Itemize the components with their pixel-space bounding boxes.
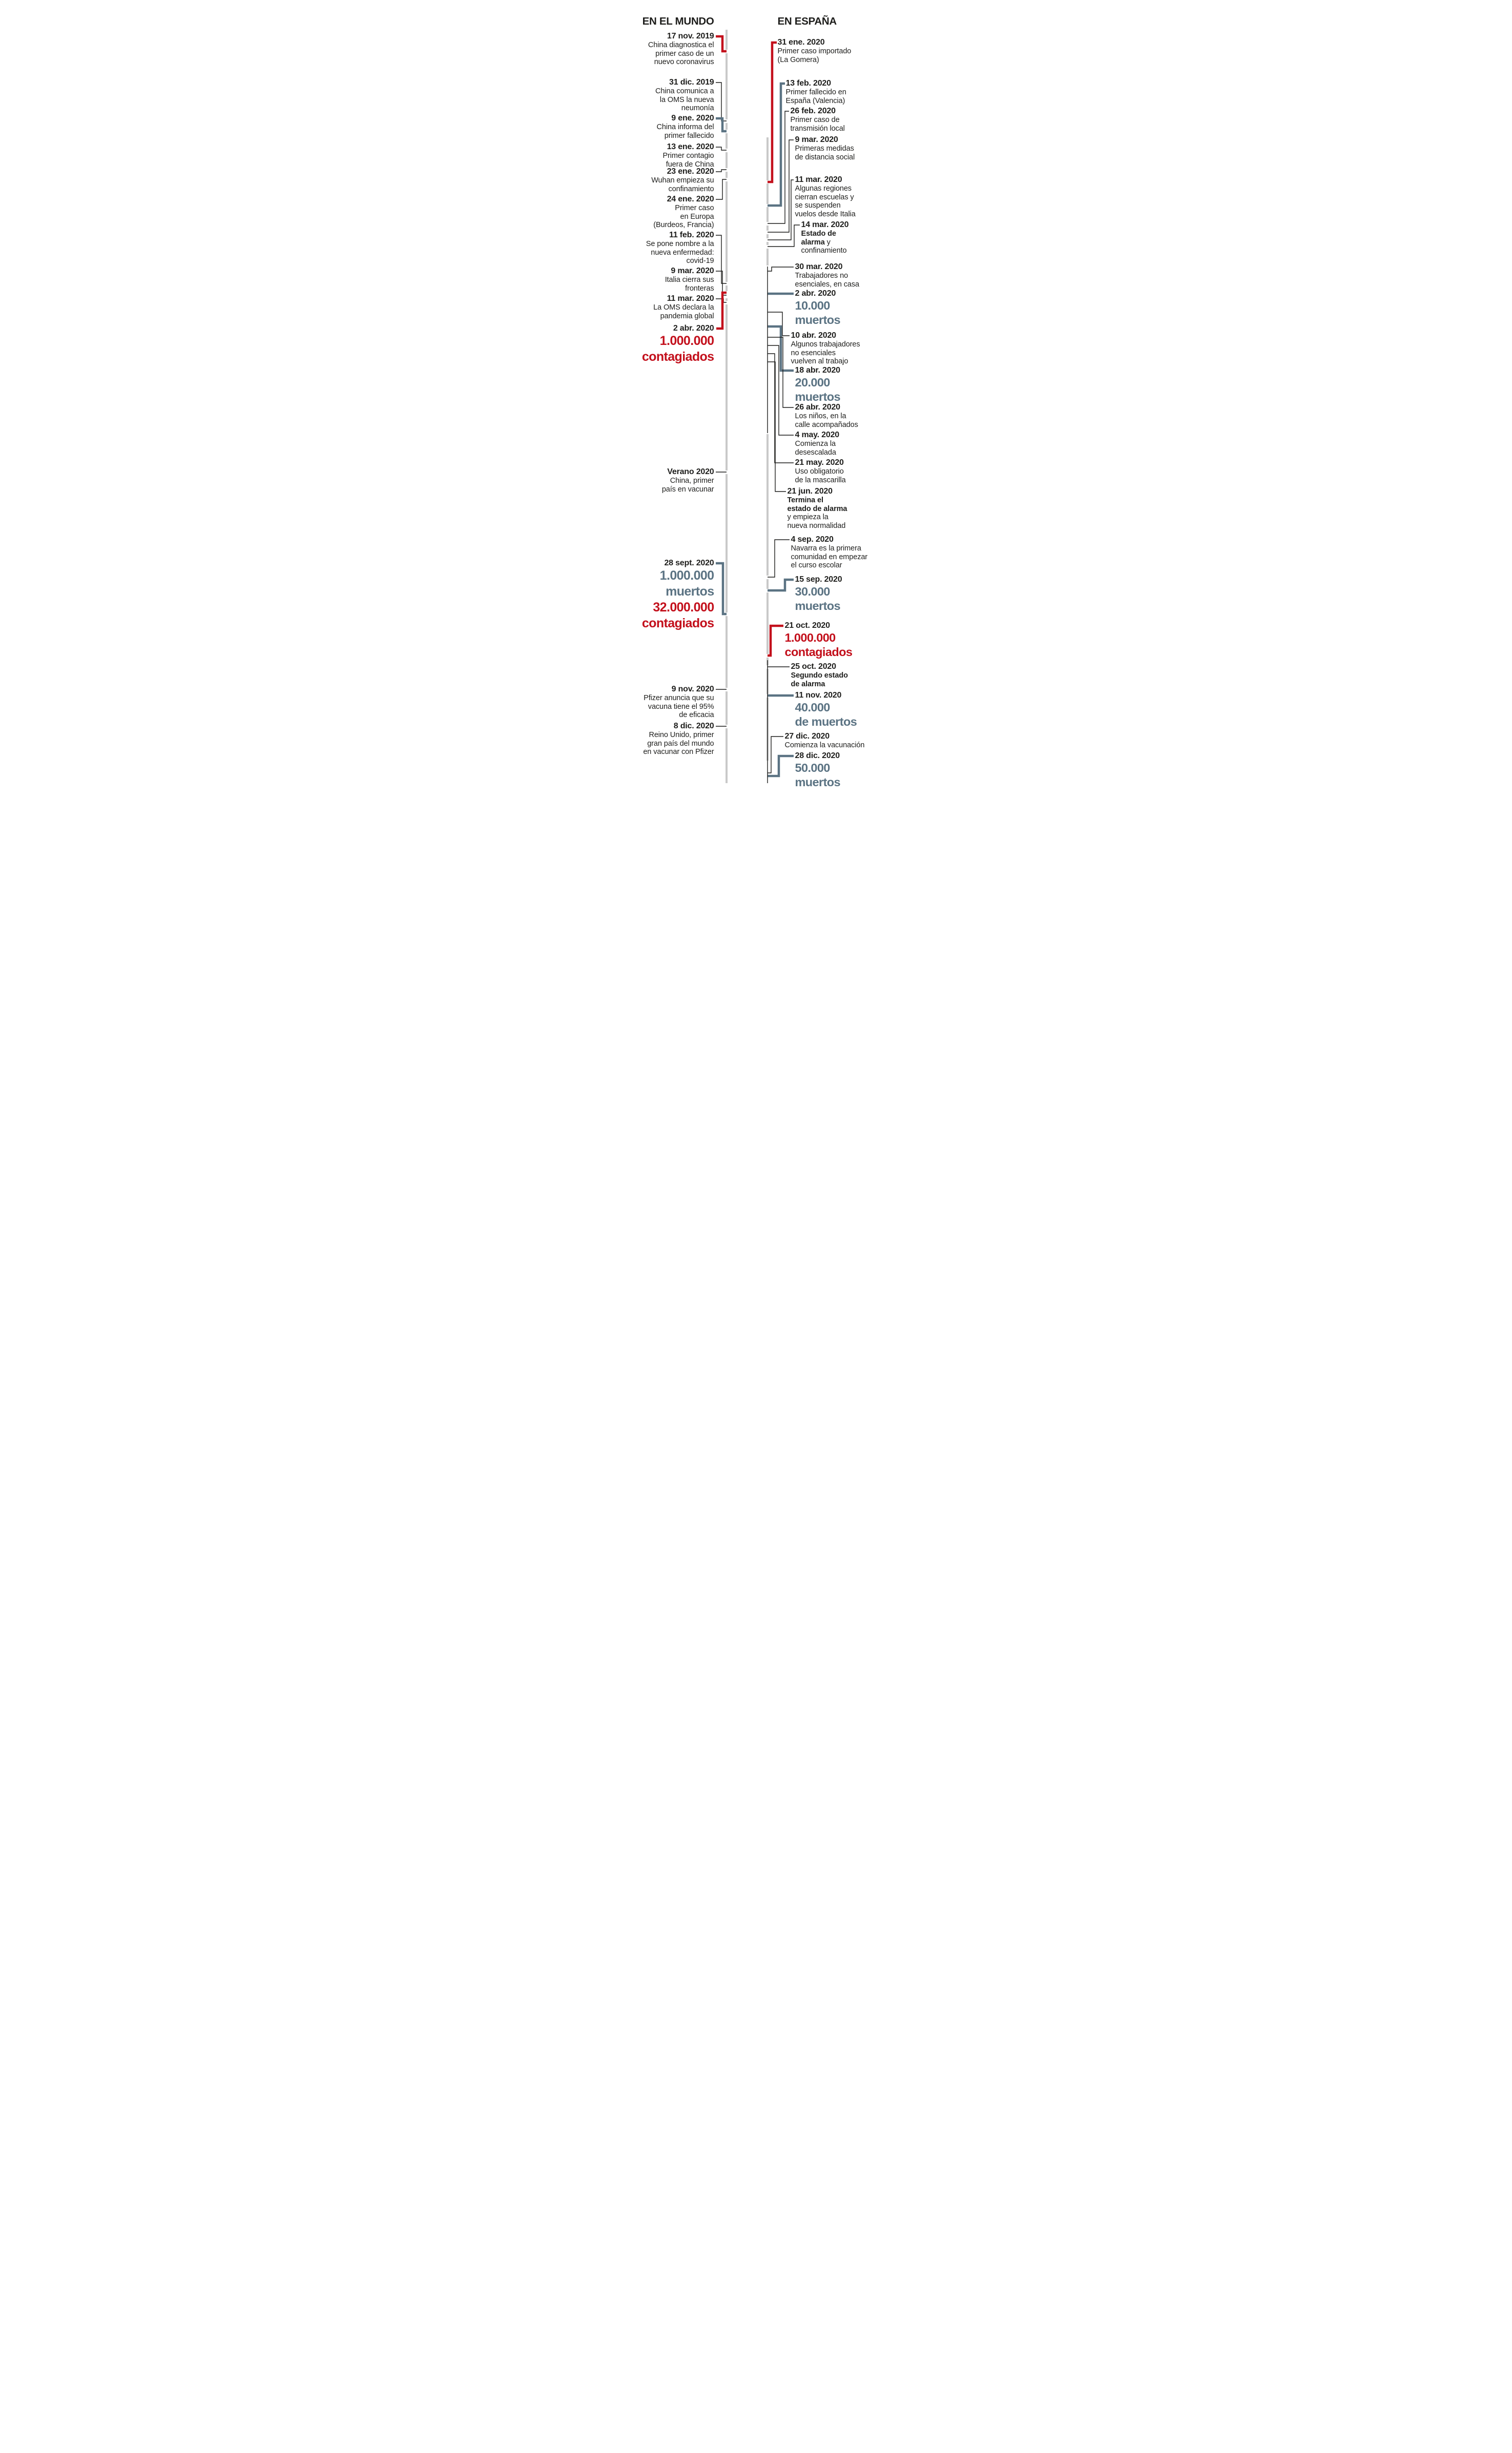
milestone-value-slate: 40.000 (795, 701, 830, 714)
thin-leader-line (768, 225, 800, 247)
spain-event-13-feb-2020 (786, 79, 904, 105)
world-event-verano-2020 (581, 467, 714, 494)
event-text-line: Reino Unido, primer (649, 731, 714, 739)
world-event-13-ene-2020 (581, 142, 714, 169)
event-date: 31 ene. 2020 (777, 38, 825, 47)
event-date: 26 feb. 2020 (790, 107, 836, 115)
event-text-line: se suspenden (795, 201, 841, 210)
event-text-line: Uso obligatorio (795, 467, 844, 476)
event-text-line: calle acompañados (795, 420, 858, 429)
milestone-value-slate: 50.000 (795, 761, 830, 774)
event-text-line: alarma y (801, 238, 831, 247)
event-date: 14 mar. 2020 (801, 220, 849, 229)
world-event-9-ene-2020 (581, 114, 714, 140)
event-date: 13 feb. 2020 (785, 79, 831, 88)
event-text-line: Navarra es la primera (791, 544, 861, 553)
event-date: 2 abr. 2020 (673, 324, 714, 333)
event-text-line: Los niños, en la (795, 412, 846, 420)
world-event-17-nov-2019 (581, 32, 714, 67)
event-text-line: Primer caso de (790, 116, 840, 124)
world-event-24-ene-2020 (581, 195, 714, 230)
event-text-line: nuevo coronavirus (654, 58, 714, 66)
world-event-9-nov-2020 (581, 685, 714, 720)
spain-event-18-abr-2020 (795, 366, 913, 404)
spain-event-28-dic-2020 (795, 751, 913, 789)
slate-leader-line (768, 326, 794, 371)
event-text-line: estado de alarma (787, 504, 847, 513)
slate-leader-line (768, 580, 794, 590)
event-text-line: y empieza la (787, 513, 829, 521)
milestone-value-slate: muertos (795, 313, 841, 326)
thin-leader-line (716, 299, 727, 302)
red-leader-line (768, 43, 777, 182)
event-date: 11 nov. 2020 (795, 691, 842, 700)
milestone-value-red: contagiados (641, 350, 714, 364)
spain-event-26-feb-2020 (791, 107, 908, 133)
milestone-value-slate: 30.000 (795, 585, 830, 598)
spain-event-21-may-2020 (795, 458, 913, 484)
world-event-8-dic-2020 (581, 722, 714, 757)
event-text-line: (Burdeos, Francia) (653, 221, 714, 229)
event-text-line: Primeras medidas (795, 145, 854, 153)
spain-event-30-mar-2020 (795, 262, 913, 289)
event-text-line: primer fallecido (664, 131, 714, 140)
thin-leader-line (716, 170, 727, 172)
red-leader-line (768, 626, 783, 656)
event-text-line: la OMS la nueva (659, 95, 714, 104)
event-text-line: gran país del mundo (647, 739, 714, 748)
event-date: 11 mar. 2020 (795, 175, 842, 184)
event-text-line: en vacunar con Pfizer (643, 748, 714, 756)
spain-event-26-abr-2020 (795, 403, 913, 429)
world-event-11-feb-2020 (581, 231, 714, 265)
event-text-line: vuelos desde Italia (795, 210, 856, 218)
event-text-line: Comienza la vacunación (784, 741, 865, 749)
event-text-line: Primer caso (675, 204, 714, 212)
event-date: 9 nov. 2020 (671, 685, 714, 693)
world-event-2-abr-2020 (581, 324, 714, 365)
event-text-line: vacuna tiene el 95% (648, 702, 714, 711)
event-date: 9 ene. 2020 (671, 114, 714, 122)
spain-event-14-mar-2020 (801, 220, 919, 255)
header-world: EN EL MUNDO (642, 15, 714, 27)
slate-leader-line (716, 563, 727, 614)
slate-leader-line (768, 84, 785, 206)
milestone-value-red: 32.000.000 (653, 600, 714, 615)
event-text-line: Segundo estado (791, 671, 848, 680)
milestone-value-slate: de muertos (795, 715, 857, 728)
event-text-line: pandemia global (660, 312, 714, 320)
event-date: 25 oct. 2020 (791, 662, 836, 671)
event-date: 8 dic. 2020 (673, 722, 714, 730)
event-text-line: confinamiento (801, 247, 847, 255)
thin-leader-line (716, 83, 727, 121)
event-text-line: comunidad en empezar (791, 553, 868, 561)
milestone-value-slate: muertos (795, 775, 841, 789)
event-date: 4 sep. 2020 (791, 535, 834, 544)
event-text-line: fronteras (685, 284, 714, 293)
spain-event-21-jun-2020 (788, 487, 905, 530)
event-date: 18 abr. 2020 (795, 366, 840, 375)
event-text-line: Algunos trabajadores (791, 340, 860, 349)
thin-leader-line (768, 267, 794, 271)
thin-leader-line (768, 312, 790, 336)
event-text-line: (La Gomera) (777, 55, 819, 64)
event-text-line: China informa del (656, 123, 714, 131)
spain-event-15-sep-2020 (795, 575, 913, 613)
event-text-line: Algunas regiones (795, 185, 852, 193)
event-date: 15 sep. 2020 (795, 575, 842, 584)
thin-leader-line (716, 235, 727, 283)
event-date: Verano 2020 (667, 467, 714, 476)
event-text-line: no esenciales (791, 349, 836, 357)
event-date: 26 abr. 2020 (795, 403, 840, 412)
spain-event-11-nov-2020 (795, 691, 913, 729)
thin-leader-line (716, 179, 727, 199)
spain-event-4-sep-2020 (791, 535, 909, 570)
event-text-line: nueva enfermedad: (651, 248, 714, 257)
spain-event-25-oct-2020 (791, 662, 909, 688)
event-text-line: nueva normalidad (787, 521, 846, 530)
event-date: 11 mar. 2020 (667, 294, 714, 303)
event-text-line: Primer contagio (662, 152, 714, 160)
milestone-value-slate: muertos (795, 599, 841, 612)
event-date: 28 dic. 2020 (795, 751, 840, 760)
event-date: 10 abr. 2020 (791, 331, 836, 340)
event-text-line: confinamiento (668, 185, 714, 193)
thin-leader-line (716, 147, 727, 150)
event-date: 11 feb. 2020 (669, 231, 714, 239)
event-date: 24 ene. 2020 (667, 195, 714, 203)
milestone-value-slate: muertos (666, 584, 714, 599)
event-date: 9 mar. 2020 (671, 267, 714, 275)
event-text-line: fuera de China (666, 160, 714, 169)
event-text-line: transmisión local (790, 124, 845, 133)
spain-event-9-mar-2020 (795, 135, 913, 161)
event-text-line: China diagnostica el (648, 41, 714, 49)
world-event-23-ene-2020 (581, 167, 714, 193)
event-text-line: vuelven al trabajo (791, 357, 848, 365)
event-text-line: primer caso de un (655, 49, 714, 58)
event-text-line: el curso escolar (791, 561, 842, 569)
event-date: 27 dic. 2020 (784, 732, 830, 741)
event-date: 4 may. 2020 (795, 431, 839, 439)
spain-event-4-may-2020 (795, 431, 913, 457)
world-event-28-sept-2020 (581, 559, 714, 631)
event-text-line: Primer fallecido en (785, 88, 846, 96)
milestone-value-red: contagiados (784, 645, 853, 659)
event-text-line: Primer caso importado (777, 47, 852, 55)
event-date: 31 dic. 2019 (669, 78, 714, 87)
spain-event-27-dic-2020 (785, 732, 903, 750)
event-text-line: Pfizer anuncia que su (644, 694, 714, 702)
event-text-line: España (Valencia) (785, 96, 845, 105)
red-leader-line (716, 36, 727, 51)
world-event-9-mar-2020 (581, 267, 714, 293)
event-text-line: Termina el (787, 496, 823, 504)
event-text-line: La OMS declara la (653, 303, 714, 312)
event-text-line: en Europa (680, 212, 714, 221)
event-text-line: Comienza la (795, 440, 836, 448)
event-date: 17 nov. 2019 (667, 32, 714, 40)
event-text-line: China comunica a (655, 87, 714, 95)
spain-event-10-abr-2020 (791, 331, 909, 366)
event-date: 2 abr. 2020 (795, 289, 836, 298)
event-text-line: covid-19 (686, 257, 714, 265)
milestone-value-red: 1.000.000 (659, 334, 714, 348)
milestone-value-slate: 10.000 (795, 299, 830, 312)
milestone-value-slate: muertos (795, 390, 841, 403)
milestone-value-slate: 1.000.000 (659, 568, 714, 583)
spain-event-21-oct-2020 (785, 621, 903, 659)
event-text-line: Italia cierra sus (665, 276, 714, 284)
red-leader-line (716, 293, 727, 329)
thin-leader-line (768, 737, 783, 773)
event-text-line: Trabajadores no (795, 272, 848, 280)
event-text-line: de la mascarilla (795, 476, 846, 484)
event-text-line: neumonía (681, 104, 714, 112)
covid-timeline-infographic (504, 0, 1008, 817)
event-date: 21 may. 2020 (795, 458, 844, 467)
event-date: 13 ene. 2020 (667, 142, 714, 151)
event-text-line: esenciales, en casa (795, 280, 859, 289)
event-text-line: de alarma (791, 680, 825, 688)
event-date: 28 sept. 2020 (664, 559, 714, 567)
event-date: 21 oct. 2020 (784, 621, 830, 630)
milestone-value-red: 1.000.000 (784, 631, 836, 644)
world-event-11-mar-2020 (581, 294, 714, 320)
event-date: 23 ene. 2020 (667, 167, 714, 176)
milestone-value-slate: 20.000 (795, 376, 830, 389)
event-date: 9 mar. 2020 (795, 135, 838, 144)
event-text-line: China, primer (670, 477, 714, 485)
world-event-31-dic-2019 (581, 78, 714, 113)
thin-leader-line (768, 540, 790, 577)
header-spain: EN ESPAÑA (777, 15, 837, 27)
event-text-line: Estado de (801, 230, 836, 238)
event-text-line: cierran escuelas y (795, 193, 854, 201)
leader-lines (504, 0, 1008, 817)
event-text-line: de distancia social (795, 153, 855, 161)
event-text-line: de eficacia (679, 711, 714, 719)
milestone-value-red: contagiados (641, 616, 714, 630)
event-text-line: desescalada (795, 448, 836, 457)
event-text-line: Se pone nombre a la (646, 240, 714, 248)
event-date: 21 jun. 2020 (787, 487, 833, 496)
event-date: 30 mar. 2020 (795, 262, 843, 271)
spain-event-11-mar-2020 (795, 175, 913, 218)
event-text-line: Wuhan empieza su (651, 176, 714, 185)
spain-event-31-ene-2020 (778, 38, 896, 64)
spain-event-2-abr-2020 (795, 289, 913, 327)
event-text-line: país en vacunar (661, 485, 714, 494)
